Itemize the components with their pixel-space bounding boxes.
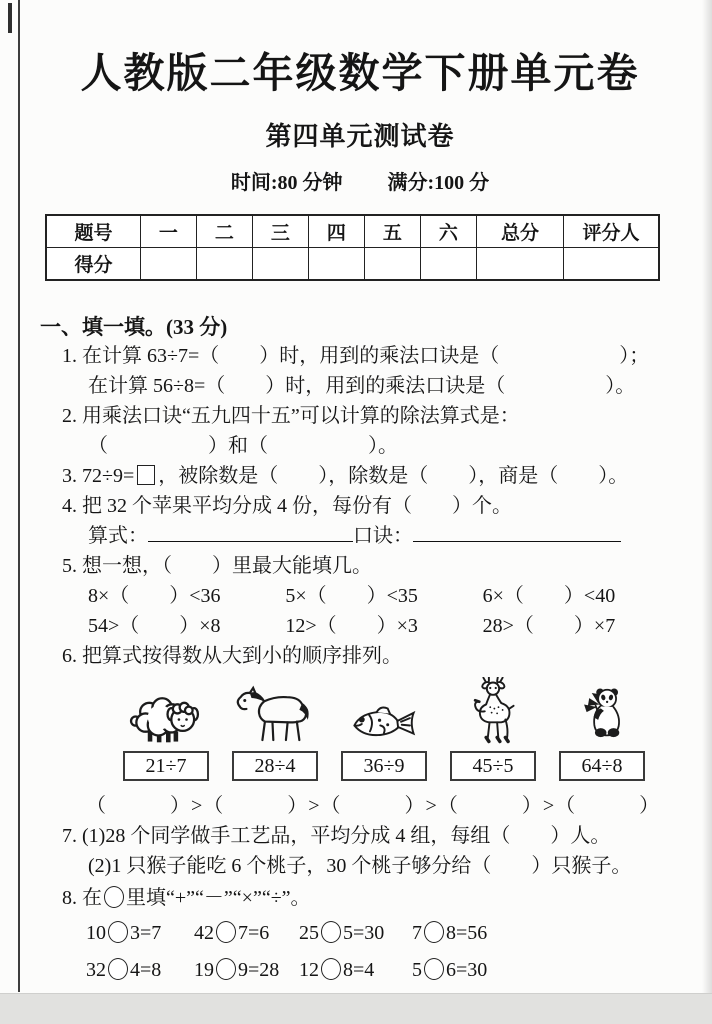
question-4-line: 4. 把 32 个苹果平均分成 4 份，每份有（ ）个。: [62, 495, 512, 517]
question-5-row-1: [88, 581, 680, 611]
equation-right: 8=4: [343, 959, 375, 981]
scan-bottom-band: [0, 993, 712, 1024]
full-score: 满分:100 分: [387, 172, 490, 194]
scan-artifact-mark: [8, 3, 12, 33]
question-1-line-2: 在计算 56÷8=（ ）时，用到的乘法口诀是（ ）。: [88, 375, 636, 397]
animal-column-panda: [554, 677, 650, 781]
score-col-2: 二: [196, 215, 252, 248]
score-col-4: 四: [308, 215, 364, 248]
question-2-line-2: （ ）和（ ）。: [88, 435, 398, 457]
inequality-item: 54>（ ）×8: [88, 615, 221, 637]
question-8-line: [62, 881, 680, 915]
equation-right: 3=7: [130, 922, 162, 944]
operator-circle: [424, 921, 444, 943]
expression-box: 21÷7: [123, 751, 209, 781]
question-8-text-before: 8. 在: [62, 887, 102, 909]
equation-right: 9=28: [238, 959, 280, 981]
paper-subtitle: 第四单元测试卷: [265, 122, 455, 151]
operator-circle: [104, 886, 124, 908]
question-3-text-before: 3. 72÷9=: [62, 465, 135, 487]
scan-edge-line: [18, 0, 20, 992]
equation-item: [194, 915, 299, 952]
score-table: [45, 214, 660, 281]
question-2-line-1: 2. 用乘法口诀“五九四十五”可以计算的除法算式是：: [62, 405, 520, 427]
score-cell: [364, 248, 420, 281]
question-5-line: 5. 想一想，（ ）里最大能填几。: [62, 555, 372, 577]
formula-blank: [148, 521, 353, 542]
inequality-item: 6×（ ）<40: [482, 585, 616, 607]
equation-left: 42: [194, 922, 214, 944]
score-table-header-row: [46, 215, 659, 248]
answer-square-box: [137, 465, 155, 485]
animal-column-fish: [336, 677, 432, 781]
equation-item: [412, 952, 680, 989]
section-one-heading: 一、填一填。(33 分): [40, 315, 228, 339]
koujue-blank: [413, 521, 621, 542]
score-cell: [476, 248, 563, 281]
score-cell: [308, 248, 364, 281]
equation-right: 6=30: [446, 959, 488, 981]
animal-column-horse: [227, 677, 323, 781]
equation-left: 25: [299, 922, 319, 944]
equation-right: 5=30: [343, 922, 385, 944]
score-col-grader: 评分人: [564, 215, 659, 248]
score-col-3: 三: [252, 215, 308, 248]
question-7-line-2: (2)1 只猴子能吃 6 个桃子，30 个桃子够分给（ ）只猴子。: [88, 855, 632, 877]
question-4-blanks-line: [88, 521, 680, 551]
equation-left: 5: [412, 959, 422, 981]
equation-item: [86, 915, 194, 952]
equation-item: [412, 915, 680, 952]
equation-right: 7=6: [238, 922, 270, 944]
paper-content: [40, 0, 680, 989]
equation-left: 12: [299, 959, 319, 981]
operator-circle: [216, 921, 236, 943]
operator-circle: [216, 958, 236, 980]
operator-circle: [321, 958, 341, 980]
operator-circle: [424, 958, 444, 980]
operator-circle: [321, 921, 341, 943]
inequality-item: 12>（ ）×3: [285, 615, 418, 637]
question-6-line: 6. 把算式按得数从大到小的顺序排列。: [62, 645, 402, 667]
score-cell: [564, 248, 659, 281]
score-col-6: 六: [420, 215, 476, 248]
score-cell: [420, 248, 476, 281]
inequality-item: 5×（ ）<35: [285, 585, 418, 607]
paper-title: 人教版二年级数学下册单元卷: [80, 50, 640, 96]
question-6-animal-row: [118, 677, 650, 781]
question-3-line: [62, 461, 680, 491]
question-8-text-after: 里填“+”“－”“×”“÷”。: [126, 887, 311, 909]
operator-circle: [108, 958, 128, 980]
score-cell: [196, 248, 252, 281]
operator-circle: [108, 921, 128, 943]
equation-item: [299, 952, 412, 989]
question-1-line-1: 1. 在计算 63÷7=（ ）时，用到的乘法口诀是（ ）；: [62, 345, 650, 367]
animal-column-deer: [445, 677, 541, 781]
koujue-label: 口诀：: [353, 525, 413, 547]
horse-icon: [233, 681, 317, 747]
score-col-qnum: 题号: [46, 215, 140, 248]
question-7-line-1: 7. (1)28 个同学做手工艺品，平均分成 4 组，每组（ ）人。: [62, 825, 611, 847]
question-8-equations-row-2: [86, 952, 680, 989]
equation-left: 32: [86, 959, 106, 981]
paper-meta: [40, 166, 680, 195]
panda-icon: [570, 685, 634, 747]
score-table-score-row: [46, 248, 659, 281]
question-5-row-2: [88, 611, 680, 641]
score-row-label: 得分: [46, 248, 140, 281]
equation-item: [194, 952, 299, 989]
deer-icon: [457, 677, 529, 747]
expression-box: 36÷9: [341, 751, 427, 781]
equation-left: 10: [86, 922, 106, 944]
question-8-equations-row-1: [86, 915, 680, 952]
expression-box: 28÷4: [232, 751, 318, 781]
inequality-item: 28>（ ）×7: [482, 615, 616, 637]
question-6-answer-line: （ ）>（ ）>（ ）>（ ）>（ ）: [86, 795, 661, 817]
equation-item: [86, 952, 194, 989]
sheep-icon: [128, 689, 204, 747]
question-3-text-after: ，被除数是（ ），除数是（ ），商是（ ）。: [158, 465, 629, 487]
score-col-total: 总分: [476, 215, 563, 248]
score-col-5: 五: [364, 215, 420, 248]
formula-label: 算式：: [88, 525, 148, 547]
animal-column-sheep: [118, 677, 214, 781]
score-col-1: 一: [140, 215, 196, 248]
equation-right: 4=8: [130, 959, 162, 981]
score-cell: [140, 248, 196, 281]
expression-box: 45÷5: [450, 751, 536, 781]
expression-box: 64÷8: [559, 751, 645, 781]
fish-icon: [347, 701, 421, 747]
equation-item: [299, 915, 412, 952]
inequality-item: 8×（ ）<36: [88, 585, 221, 607]
time-limit: 时间:80 分钟: [230, 172, 343, 194]
equation-right: 8=56: [446, 922, 488, 944]
equation-left: 19: [194, 959, 214, 981]
score-cell: [252, 248, 308, 281]
scan-right-shadow: [702, 0, 712, 994]
equation-left: 7: [412, 922, 422, 944]
